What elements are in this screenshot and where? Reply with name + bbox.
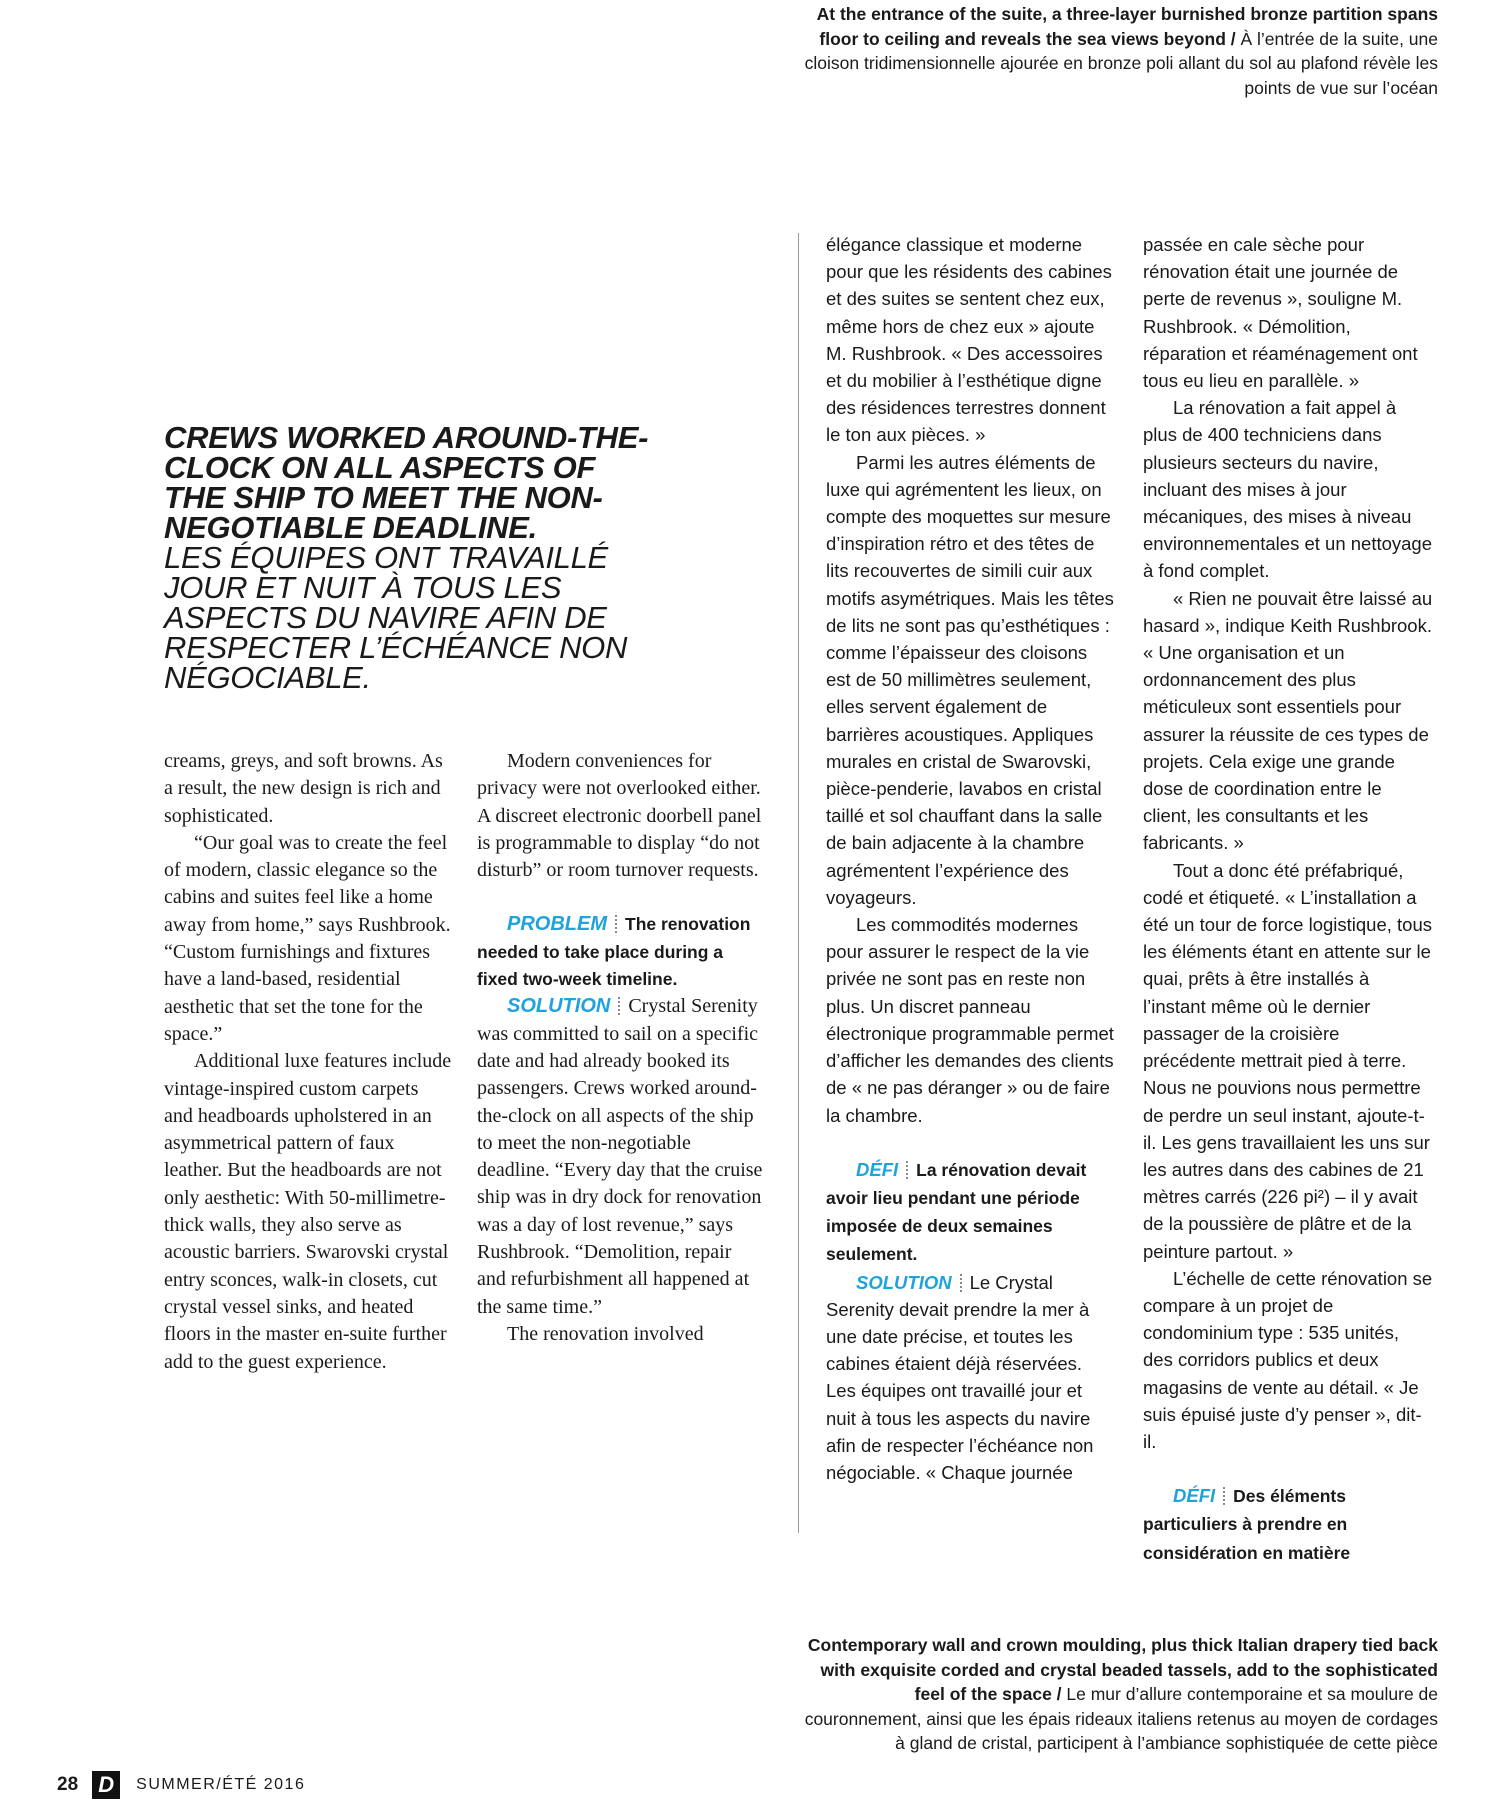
- french-column-2: [1143, 231, 1433, 1567]
- top-photo-caption: [798, 2, 1438, 100]
- paragraph: Parmi les autres éléments de luxe qui agrémentent les lieux, on compte des moquettes sur mesure d’inspiration rétro et des têtes de lits recouvertes de simili cuir aux motifs asymétriques. Mais les têtes de lits ne sont pas qu’esthétiques : comme l’épaisseur des cloisons est de 50 millimètres seulement, elles servent également de barrières acoustiques. Appliques murales en cristal de Swarovski, pièce-penderie, lavabos en cristal taillé et sol chauffant dans la salle de bain adjacente à la chambre agrémentent l’expérience des voyageurs.: [826, 451, 1114, 908]
- pull-quote: [164, 420, 664, 695]
- pull-quote-french: LES ÉQUIPES ONT TRAVAILLÉ JOUR ET NUIT À TOUS LES ASPECTS DU NAVIRE AFIN DE RESPECTER L’ÉCHÉANCE NON NÉGOCIABLE.: [164, 540, 628, 695]
- bottom-caption-french: Le mur d’allure contemporaine et sa moulure de couronnement, ainsi que les épais rideaux italiens retenus au moyen de cordages à gland de cristal, participent à l’ambiance sophistiquée de cette pièce: [804, 1684, 1438, 1753]
- defi-callout: [826, 1156, 1116, 1486]
- solution-text: Crystal Serenity was committed to sail on a specific date and had already booked its passengers. Crews worked around-the-clock on all aspects of the ship to meet the non-negotiable deadline. “Every day that the cruise ship was in dry dock for renovation was a day of lost revenue,” says Rushbrook. “Demolition, repair and refurbishment all happened at the same time.”: [477, 995, 763, 1318]
- paragraph: Additional luxe features include vintage-inspired custom carpets and headboards upholstered in an asymmetrical pattern of faux leather. But the headboards are not only aesthetic: With 50-millimetre-thick walls, they also serve as acoustic barriers. Swarovski crystal entry sconces, walk-in closets, cut crystal vessel sinks, and heated floors in the master en-suite further add to the guest experience.: [164, 1050, 452, 1373]
- solution-text: Le Crystal Serenity devait prendre la mer à une date précise, et toutes les cabines étaient déjà réservées. Les équipes ont travaillé jour et nuit à tous les aspects du navire afin de respecter l’échéance non négociable. « Chaque journée: [826, 1271, 1094, 1483]
- paragraph: élégance classique et moderne pour que les résidents des cabines et des suites se sentent chez eux, même hors de chez eux » ajoute M. Rushbrook. « Des accessoires et du mobilier à l’esthétique digne des résidences terrestres donnent le ton aux pièces. »: [826, 234, 1112, 446]
- top-caption-english: At the entrance of the suite, a three-layer burnished bronze partition spans floor to ceiling and reveals the sea views beyond /: [816, 4, 1438, 49]
- paragraph: L’échelle de cette rénovation se compare à un projet de condominium type : 535 unités, des corridors publics et deux magasins de vente au détail. « Je suis épuisé juste d’y penser », dit-il.: [1143, 1267, 1433, 1452]
- page-number: 28: [57, 1774, 79, 1795]
- paragraph: The renovation involved: [507, 1322, 704, 1345]
- problem-text: The renovation needed to take place during a fixed two-week timeline.: [477, 914, 751, 990]
- dotted-separator: [618, 997, 620, 1015]
- dotted-separator: [960, 1274, 962, 1292]
- dotted-separator: [1223, 1487, 1225, 1505]
- defi-label: DÉFI: [1173, 1485, 1216, 1507]
- defi-text: La rénovation devait avoir lieu pendant une période imposée de deux semaines seulement.: [826, 1159, 1087, 1265]
- french-column-1: [826, 231, 1116, 1486]
- dotted-separator: [906, 1161, 908, 1179]
- paragraph: La rénovation a fait appel à plus de 400 techniciens dans plusieurs secteurs du navire, incluant des mises à jour mécaniques, des mises à niveau environnementales et un nettoyage à fond complet.: [1143, 397, 1433, 582]
- english-column-2: [477, 748, 765, 1348]
- defi-callout: [1143, 1482, 1433, 1567]
- bottom-photo-caption: [798, 1633, 1438, 1756]
- paragraph: “Our goal was to create the feel of modern, classic elegance so the cabins and suites feel like a home away from home,” says Rushbrook. “Custom furnishings and fixtures have a land-based, residential aesthetic that set the tone for the space.”: [164, 831, 451, 1045]
- defi-label: DÉFI: [856, 1158, 899, 1180]
- magazine-logo-icon: D: [92, 1771, 120, 1799]
- paragraph: Tout a donc été préfabriqué, codé et étiqueté. « L’installation a été un tour de force logistique, tous les éléments étant en attente sur le quai, prêts à être installés à l’instant même où le dernier passager de la croisière précédente mettrait pied à terre. Nous ne pouvions nous permettre de perdre un seul instant, ajoute-t-il. Les gens travaillaient les uns sur les autres dans des cabines de 21 mètres carrés (226 pi²) – il y avait de la poussière de plâtre et de la peinture partout. »: [1143, 859, 1432, 1262]
- problem-label: PROBLEM: [507, 913, 607, 936]
- english-column-1: [164, 748, 452, 1376]
- paragraph: « Rien ne pouvait être laissé au hasard », indique Keith Rushbrook. « Une organisation et un ordonnancement des plus méticuleux sont essentiels pour assurer la réussite de ces types de projets. Cela exige une grande dose de coordination entre le client, les consultants et les fabricants. »: [1143, 587, 1433, 854]
- bottom-caption-english: Contemporary wall and crown moulding, plus thick Italian drapery tied back with exquisite corded and crystal beaded tassels, add to the sophisticated feel of the space /: [807, 1635, 1438, 1704]
- defi-text: Des éléments particuliers à prendre en considération en matière: [1143, 1486, 1351, 1563]
- solution-label: SOLUTION: [507, 995, 611, 1018]
- top-caption-french: À l’entrée de la suite, une cloison tridimensionnelle ajourée en bronze poli allant du sol au plafond révèle les points de vue sur l’océan: [804, 28, 1438, 98]
- paragraph: creams, greys, and soft browns. As a result, the new design is rich and sophisticated.: [164, 750, 443, 827]
- paragraph: Modern conveniences for privacy were not overlooked either. A discreet electronic doorbell panel is programmable to display “do not disturb” or room turnover requests.: [477, 750, 762, 882]
- page-footer: [57, 1770, 305, 1800]
- solution-label: SOLUTION: [856, 1271, 952, 1293]
- dotted-separator: [615, 915, 617, 933]
- paragraph: passée en cale sèche pour rénovation était une journée de perte de revenus », souligne M. Rushbrook. « Démolition, réparation et réaménagement ont tous eu lieu en parallèle. »: [1143, 234, 1418, 392]
- column-divider: [798, 233, 799, 1533]
- issue-label: SUMMER/ÉTÉ 2016: [136, 1776, 306, 1793]
- paragraph: Les commodités modernes pour assurer le respect de la vie privée ne sont pas en reste non plus. Un discret panneau électronique programmable permet d’afficher les demandes des clients de « ne pas déranger » ou de faire la chambre.: [826, 914, 1114, 1126]
- pull-quote-english: CREWS WORKED AROUND-THE-CLOCK ON ALL ASPECTS OF THE SHIP TO MEET THE NON-NEGOTIABLE DEADLINE.: [164, 420, 649, 545]
- problem-callout: [477, 911, 765, 1320]
